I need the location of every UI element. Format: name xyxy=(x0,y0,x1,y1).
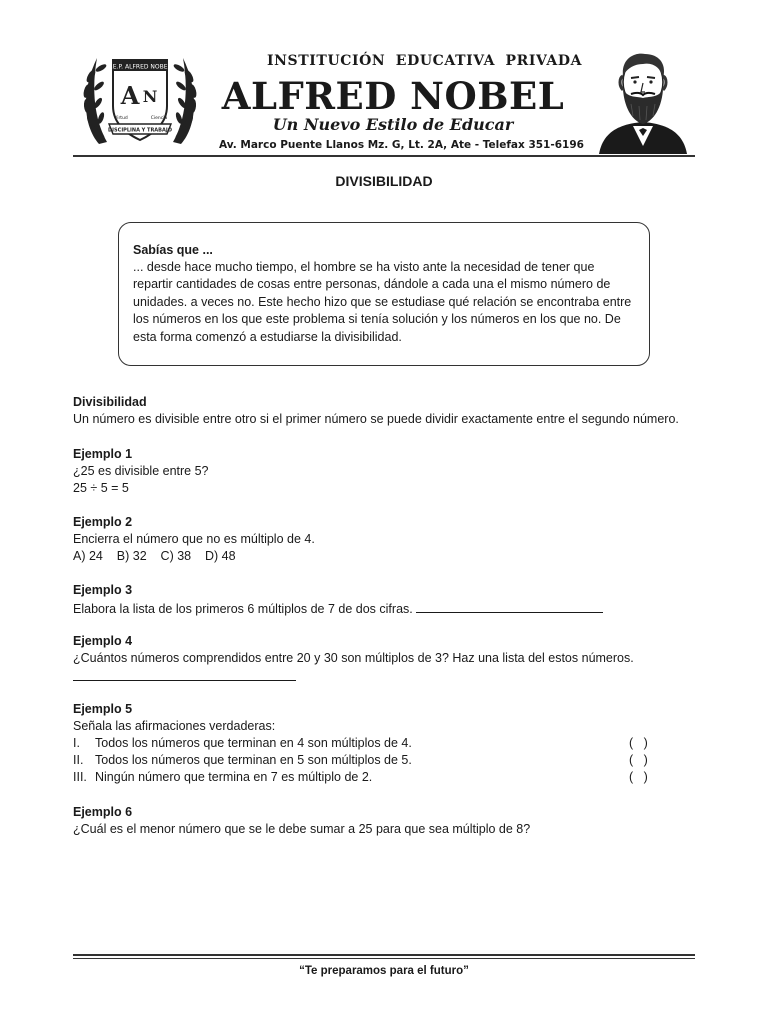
ejemplo-2-question: Encierra el número que no es múltiplo de 4. xyxy=(73,532,315,546)
crest-monogram-a: A xyxy=(120,81,140,110)
info-box xyxy=(118,222,650,366)
institution-label: INSTITUCIÓN EDUCATIVA PRIVADA xyxy=(267,53,583,69)
definition-heading: Divisibilidad xyxy=(73,395,147,409)
ejemplo-3-question-line xyxy=(73,599,695,618)
statement-text: Todos los números que terminan en 5 son múltiplos de 5. xyxy=(95,753,412,767)
ejemplo-3-heading: Ejemplo 3 xyxy=(73,583,133,597)
info-box-text: ... desde hace mucho tiempo, el hombre se ha visto ante la necesidad de tener que repartir cantidades de cosas entre personas, dándole a cada una el mismo número de unidades. a veces no. Este hecho hizo que se estudiase qué relación se encontraba entre los números en los que este problema si tenía solución y los números en los que no. De esta forma comenzó a estudiarse la divisibilidad. xyxy=(133,260,632,344)
definition-text: Un número es divisible entre otro si el primer número se puede dividir exactamente entre el segundo número. xyxy=(73,412,679,426)
ejemplo-2 xyxy=(73,514,695,565)
statement-checkbox[interactable]: ( ) xyxy=(629,736,648,750)
ejemplo-3 xyxy=(73,582,695,618)
statement-row-1 xyxy=(73,735,695,752)
ejemplo-3-question: Elabora la lista de los primeros 6 múltiplos de 7 de dos cifras. xyxy=(73,602,413,616)
statement-text: Todos los números que terminan en 4 son múltiplos de 4. xyxy=(95,736,412,750)
school-address: Av. Marco Puente Llanos Mz. G, Lt. 2A, Ate - Telefax 351-6196 xyxy=(219,139,584,151)
ejemplo-5 xyxy=(73,701,695,786)
definition-section xyxy=(73,394,695,428)
statement-checkbox[interactable]: ( ) xyxy=(629,753,648,767)
statement-row-3 xyxy=(73,769,695,786)
statement-checkbox[interactable]: ( ) xyxy=(629,770,648,784)
ejemplo-6-question: ¿Cuál es el menor número que se le debe sumar a 25 para que sea múltiplo de 8? xyxy=(73,822,531,836)
header-rule xyxy=(73,155,695,157)
crest-ribbon-text: DISCIPLINA Y TRABAJO xyxy=(108,127,172,134)
ejemplo-5-heading: Ejemplo 5 xyxy=(73,702,133,716)
statement-row-2 xyxy=(73,752,695,769)
portrait xyxy=(595,46,691,154)
ejemplo-2-options: A) 24 B) 32 C) 38 D) 48 xyxy=(73,549,236,563)
ejemplo-3-answer-blank[interactable] xyxy=(416,599,603,613)
school-name: ALFRED NOBEL xyxy=(221,74,565,118)
ejemplo-1-answer: 25 ÷ 5 = 5 xyxy=(73,481,129,495)
crest-virtue-right: Ciencia xyxy=(150,116,168,121)
ejemplo-4 xyxy=(73,633,695,686)
ejemplo-1 xyxy=(73,446,695,497)
ejemplo-4-answer-blank-line xyxy=(73,667,695,686)
crest-monogram-n: N xyxy=(142,87,158,106)
ejemplo-2-heading: Ejemplo 2 xyxy=(73,515,133,529)
statement-number: II. xyxy=(73,753,84,767)
ejemplo-4-answer-blank[interactable] xyxy=(73,667,296,681)
crest-virtue-left: Virtud xyxy=(114,116,128,121)
school-motto: Un Nuevo Estilo de Educar xyxy=(272,115,514,134)
ejemplo-4-question: ¿Cuántos números comprendidos entre 20 y 30 son múltiplos de 3? Haz una lista del estos números. xyxy=(73,651,634,665)
ejemplo-6 xyxy=(73,804,695,838)
statement-number: I. xyxy=(73,736,80,750)
crest-logo xyxy=(77,46,203,152)
ejemplo-5-instruction: Señala las afirmaciones verdaderas: xyxy=(73,719,276,733)
statement-number: III. xyxy=(73,770,87,784)
footer-rule-thin xyxy=(73,958,695,959)
statement-text: Ningún número que termina en 7 es múltiplo de 2. xyxy=(95,770,373,784)
info-box-heading: Sabías que ... xyxy=(133,243,213,257)
ejemplo-4-heading: Ejemplo 4 xyxy=(73,634,133,648)
document-title: DIVISIBILIDAD xyxy=(335,173,433,189)
ejemplo-6-heading: Ejemplo 6 xyxy=(73,805,133,819)
crest-top-text: I.E.P. ALFRED NOBEL xyxy=(109,63,171,71)
footer-slogan: “Te preparamos para el futuro” xyxy=(299,965,469,977)
ejemplo-1-heading: Ejemplo 1 xyxy=(73,447,133,461)
footer-rule xyxy=(73,954,695,956)
page-header xyxy=(73,44,695,158)
ejemplo-1-question: ¿25 es divisible entre 5? xyxy=(73,464,209,478)
